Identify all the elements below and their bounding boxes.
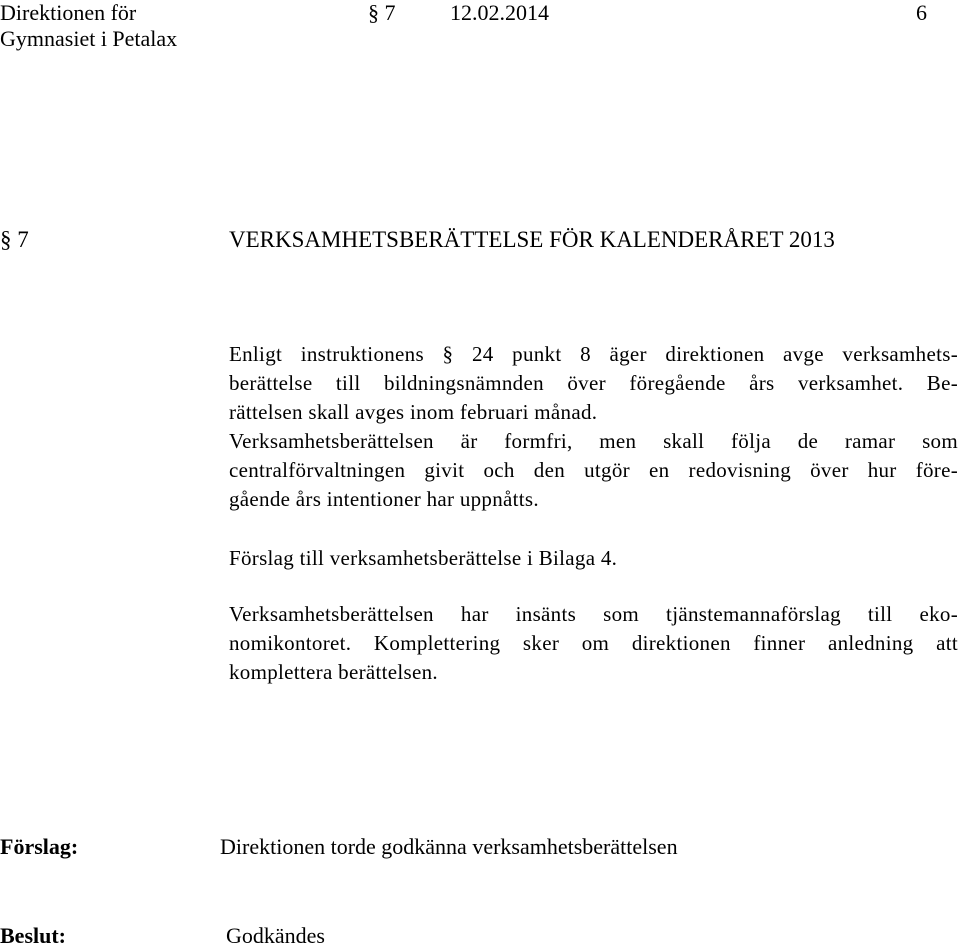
paragraph-line: Verksamhetsberättelsen är formfri, men skall följa de ramar som	[229, 429, 958, 453]
paragraph-line: Enligt instruktionens § 24 punkt 8 äger direktionen avge verksamhets-	[229, 342, 958, 366]
section-number: § 7	[0, 227, 29, 252]
paragraph-line: centralförvaltningen givit och den utgör en redovisning över hur före-	[229, 458, 958, 482]
body-paragraph-2	[229, 544, 958, 573]
header-date: 12.02.2014	[450, 0, 549, 25]
proposal-label: Förslag:	[0, 834, 79, 859]
section-title: VERKSAMHETSBERÄTTELSE FÖR KALENDERÅRET 2013	[229, 227, 835, 252]
paragraph-line: Förslag till verksamhetsberättelse i Bilaga 4.	[229, 546, 618, 570]
paragraph-line: gående års intentioner har uppnåtts.	[229, 487, 539, 511]
header-page-number: 6	[916, 0, 927, 25]
resolution-text: Godkändes	[226, 923, 325, 948]
paragraph-line: Verksamhetsberättelsen har insänts som tjänstemannaförslag till eko-	[229, 602, 958, 626]
header-org-line2: Gymnasiet i Petalax	[0, 26, 178, 51]
paragraph-line: komplettera berättelsen.	[229, 660, 438, 684]
paragraph-line: rättelsen skall avges inom februari månad.	[229, 400, 598, 424]
body-paragraph-1	[229, 340, 958, 514]
paragraph-line: berättelse till bildningsnämnden över föregående års verksamhet. Be-	[229, 371, 958, 395]
body-paragraph-3	[229, 600, 958, 687]
header-section: § 7	[368, 0, 396, 25]
resolution-label: Beslut:	[0, 923, 66, 948]
header-org-line1: Direktionen för	[0, 0, 137, 25]
proposal-text: Direktionen torde godkänna verksamhetsberättelsen	[220, 834, 678, 859]
paragraph-line: nomikontoret. Komplettering sker om direktionen finner anledning att	[229, 631, 958, 655]
